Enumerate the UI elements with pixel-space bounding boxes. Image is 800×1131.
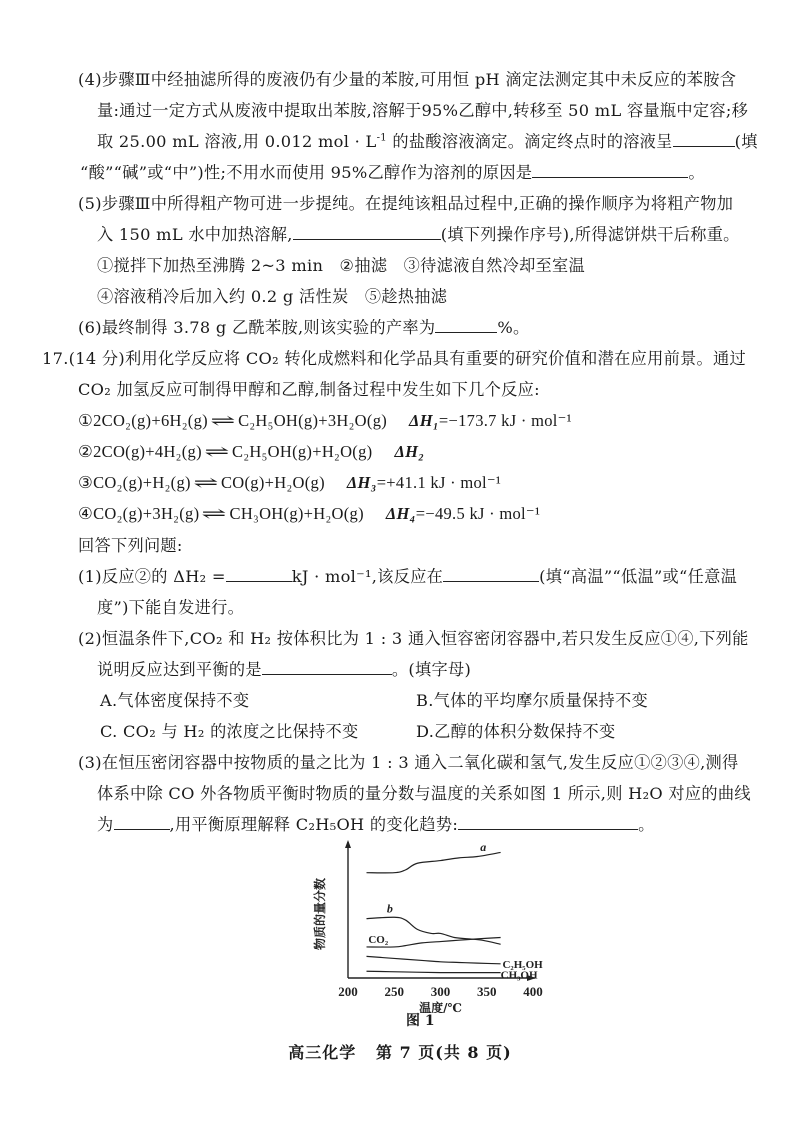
series-line-0: [367, 852, 501, 872]
q16-p5-line2-text-b: (填下列操作序号),所得滤饼烘干后称重。: [440, 225, 740, 244]
series-label-3: C₂H₅OH: [502, 958, 543, 971]
enthalpy-label: ΔH₄: [385, 504, 416, 523]
answer-blank-ethanol-reason[interactable]: [532, 163, 688, 178]
equilibrium-arrow-icon: ⇌: [201, 504, 228, 523]
q17-p2-text-b: 。(填字母): [391, 660, 472, 679]
q17-p3-text-c: 。: [638, 815, 655, 834]
reaction-products: CH₃OH(g)+H₂O(g): [229, 504, 364, 523]
q16-p4-line3-text-b: 的盐酸溶液滴定。滴定终点时的溶液呈: [386, 132, 673, 151]
q16-p6-text: (6)最终制得 3.78 g 乙酰苯胺,则该实验的产率为: [78, 318, 436, 337]
answer-blank-solution-nature[interactable]: [673, 132, 735, 147]
q17-p1-text-c: (填“高温”“低温”或“任意温: [539, 567, 738, 586]
reaction-products: CO(g)+H₂O(g): [220, 473, 325, 492]
y-axis-arrow-icon: [345, 840, 351, 848]
q16-p4-line3: [97, 132, 758, 152]
q17-p3-line3: [97, 815, 655, 835]
x-tick-label: 400: [523, 984, 543, 999]
option-b: B.气体的平均摩尔质量保持不变: [416, 691, 648, 710]
figure-1-chart: [300, 838, 550, 1013]
reaction-4: [78, 504, 540, 524]
option-c: C. CO₂ 与 H₂ 的浓度之比保持不变: [100, 722, 359, 741]
enthalpy-label: ΔH₃: [346, 473, 377, 492]
answer-blank-h2o-curve[interactable]: [114, 815, 170, 830]
enthalpy-value: =−173.7 kJ · mol⁻¹: [438, 411, 572, 430]
reaction-reactants: ④CO₂(g)+3H₂(g): [78, 504, 200, 523]
x-tick-label: 250: [384, 984, 404, 999]
reaction-reactants: ②2CO(g)+4H₂(g): [78, 442, 202, 461]
reaction-products: C₂H₅OH(g)+H₂O(g): [232, 442, 373, 461]
enthalpy-label: ΔH₂: [394, 442, 425, 461]
x-axis-label: 温度/℃: [419, 1001, 462, 1013]
q16-p5-options-2: ④溶液稍冷后加入约 0.2 g 活性炭 ⑤趁热抽滤: [97, 287, 448, 306]
page-footer: 高三化学 第 7 页(共 8 页): [288, 1043, 512, 1062]
q17-p3-text-a: 为: [97, 815, 114, 834]
q16-p4-line4-end: 。: [688, 163, 705, 182]
answer-blank-dh2[interactable]: [226, 567, 292, 582]
option-a: A.气体密度保持不变: [100, 691, 250, 710]
reaction-2: [78, 442, 424, 462]
q17-p1-text-b: kJ · mol⁻¹,该反应在: [291, 567, 444, 586]
q16-p5-line2: [97, 225, 740, 245]
option-d: D.乙醇的体积分数保持不变: [416, 722, 616, 741]
series-label-0: a: [480, 839, 487, 854]
reaction-3: [78, 473, 501, 493]
x-tick-label: 300: [430, 984, 451, 999]
answer-blank-yield[interactable]: [435, 318, 497, 333]
q16-p5-line2-text: 入 150 mL 水中加热溶解,: [97, 225, 293, 244]
equilibrium-arrow-icon: ⇌: [210, 411, 236, 430]
q17-p1-text-a: (1)反应②的 ΔH₂ =: [78, 567, 226, 586]
answer-blank-spontaneity[interactable]: [443, 567, 539, 582]
enthalpy-value: =+41.1 kJ · mol⁻¹: [376, 473, 502, 492]
answer-blank-ethanol-trend[interactable]: [458, 815, 638, 830]
reaction-1: [78, 411, 572, 431]
reaction-reactants: ③CO₂(g)+H₂(g): [78, 473, 191, 492]
q17-p2-line1: (2)恒温条件下,CO₂ 和 H₂ 按体积比为 1 : 3 通入恒容密闭容器中,若只发生反应①④,下列能: [78, 629, 749, 648]
series-label-2: CO₂: [368, 933, 389, 946]
enthalpy-label: ΔH₁: [409, 411, 439, 430]
x-tick-label: 350: [477, 984, 497, 999]
answer-blank-equilibrium[interactable]: [262, 660, 392, 675]
unit-exponent: -1: [376, 132, 387, 144]
q17-p3-line1: (3)在恒压密闭容器中按物质的量之比为 1 : 3 通入二氧化碳和氢气,发生反应①②③④,测得: [78, 753, 739, 772]
q17-p1-line2: 度”)下能自发进行。: [97, 598, 245, 617]
q17-intro-1: 17.(14 分)利用化学反应将 CO₂ 转化成燃料和化学品具有重要的研究价值和潜在应用前景。通过: [42, 349, 747, 368]
reaction-products: C₂H₅OH(g)+3H₂O(g): [238, 411, 388, 430]
q17-p1-line1: [78, 567, 737, 587]
reaction-reactants: ①2CO₂(g)+6H₂(g): [78, 411, 208, 430]
answer-blank-operation-order[interactable]: [293, 225, 441, 240]
y-axis-label: 物质的量分数: [313, 877, 327, 951]
answer-prompt: 回答下列问题:: [78, 536, 183, 555]
q16-p4-line3-text-c: (填: [734, 132, 758, 151]
series-label-1: b: [386, 901, 393, 916]
figure-caption: 图 1: [406, 1013, 435, 1029]
series-line-4: [367, 971, 501, 972]
q16-p6-end: %。: [497, 318, 530, 337]
equilibrium-arrow-icon: ⇌: [204, 442, 230, 461]
q17-p2-line2: [97, 660, 471, 680]
equilibrium-arrow-icon: ⇌: [193, 473, 219, 492]
q16-p4-line3-text: 取 25.00 mL 溶液,用 0.012 mol · L: [97, 132, 377, 151]
x-tick-label: 200: [338, 984, 358, 999]
q17-p3-line2: 体系中除 CO 外各物质平衡时物质的量分数与温度的关系如图 1 所示,则 H₂O 对应的曲线: [97, 784, 751, 803]
q16-p4-line1: (4)步骤Ⅲ中经抽滤所得的废液仍有少量的苯胺,可用恒 pH 滴定法测定其中未反应的苯胺含: [78, 70, 737, 89]
q16-p5-line1: (5)步骤Ⅲ中所得粗产物可进一步提纯。在提纯该粗品过程中,正确的操作顺序为将粗产物加: [78, 194, 734, 213]
series-label-4: CH₃OH: [500, 969, 538, 982]
series-line-3: [367, 956, 501, 963]
q16-p4-line4: [80, 163, 705, 183]
q16-p5-options-1: ①搅拌下加热至沸腾 2~3 min ②抽滤 ③待滤液自然冷却至室温: [97, 256, 586, 275]
q16-p4-line4-text: “酸”“碱”或“中”)性;不用水而使用 95%乙醇作为溶剂的原因是: [80, 163, 533, 182]
q16-p6: [78, 318, 530, 338]
q17-p2-text-a: 说明反应达到平衡的是: [97, 660, 262, 679]
q17-p3-text-b: ,用平衡原理解释 C₂H₅OH 的变化趋势:: [169, 815, 459, 834]
q17-intro-2: CO₂ 加氢反应可制得甲醇和乙醇,制备过程中发生如下几个反应:: [78, 380, 540, 399]
enthalpy-value: =−49.5 kJ · mol⁻¹: [415, 504, 541, 523]
q16-p4-line2: 量:通过一定方式从废液中提取出苯胺,溶解于95%乙醇中,转移至 50 mL 容量瓶中定容;移: [97, 101, 749, 120]
